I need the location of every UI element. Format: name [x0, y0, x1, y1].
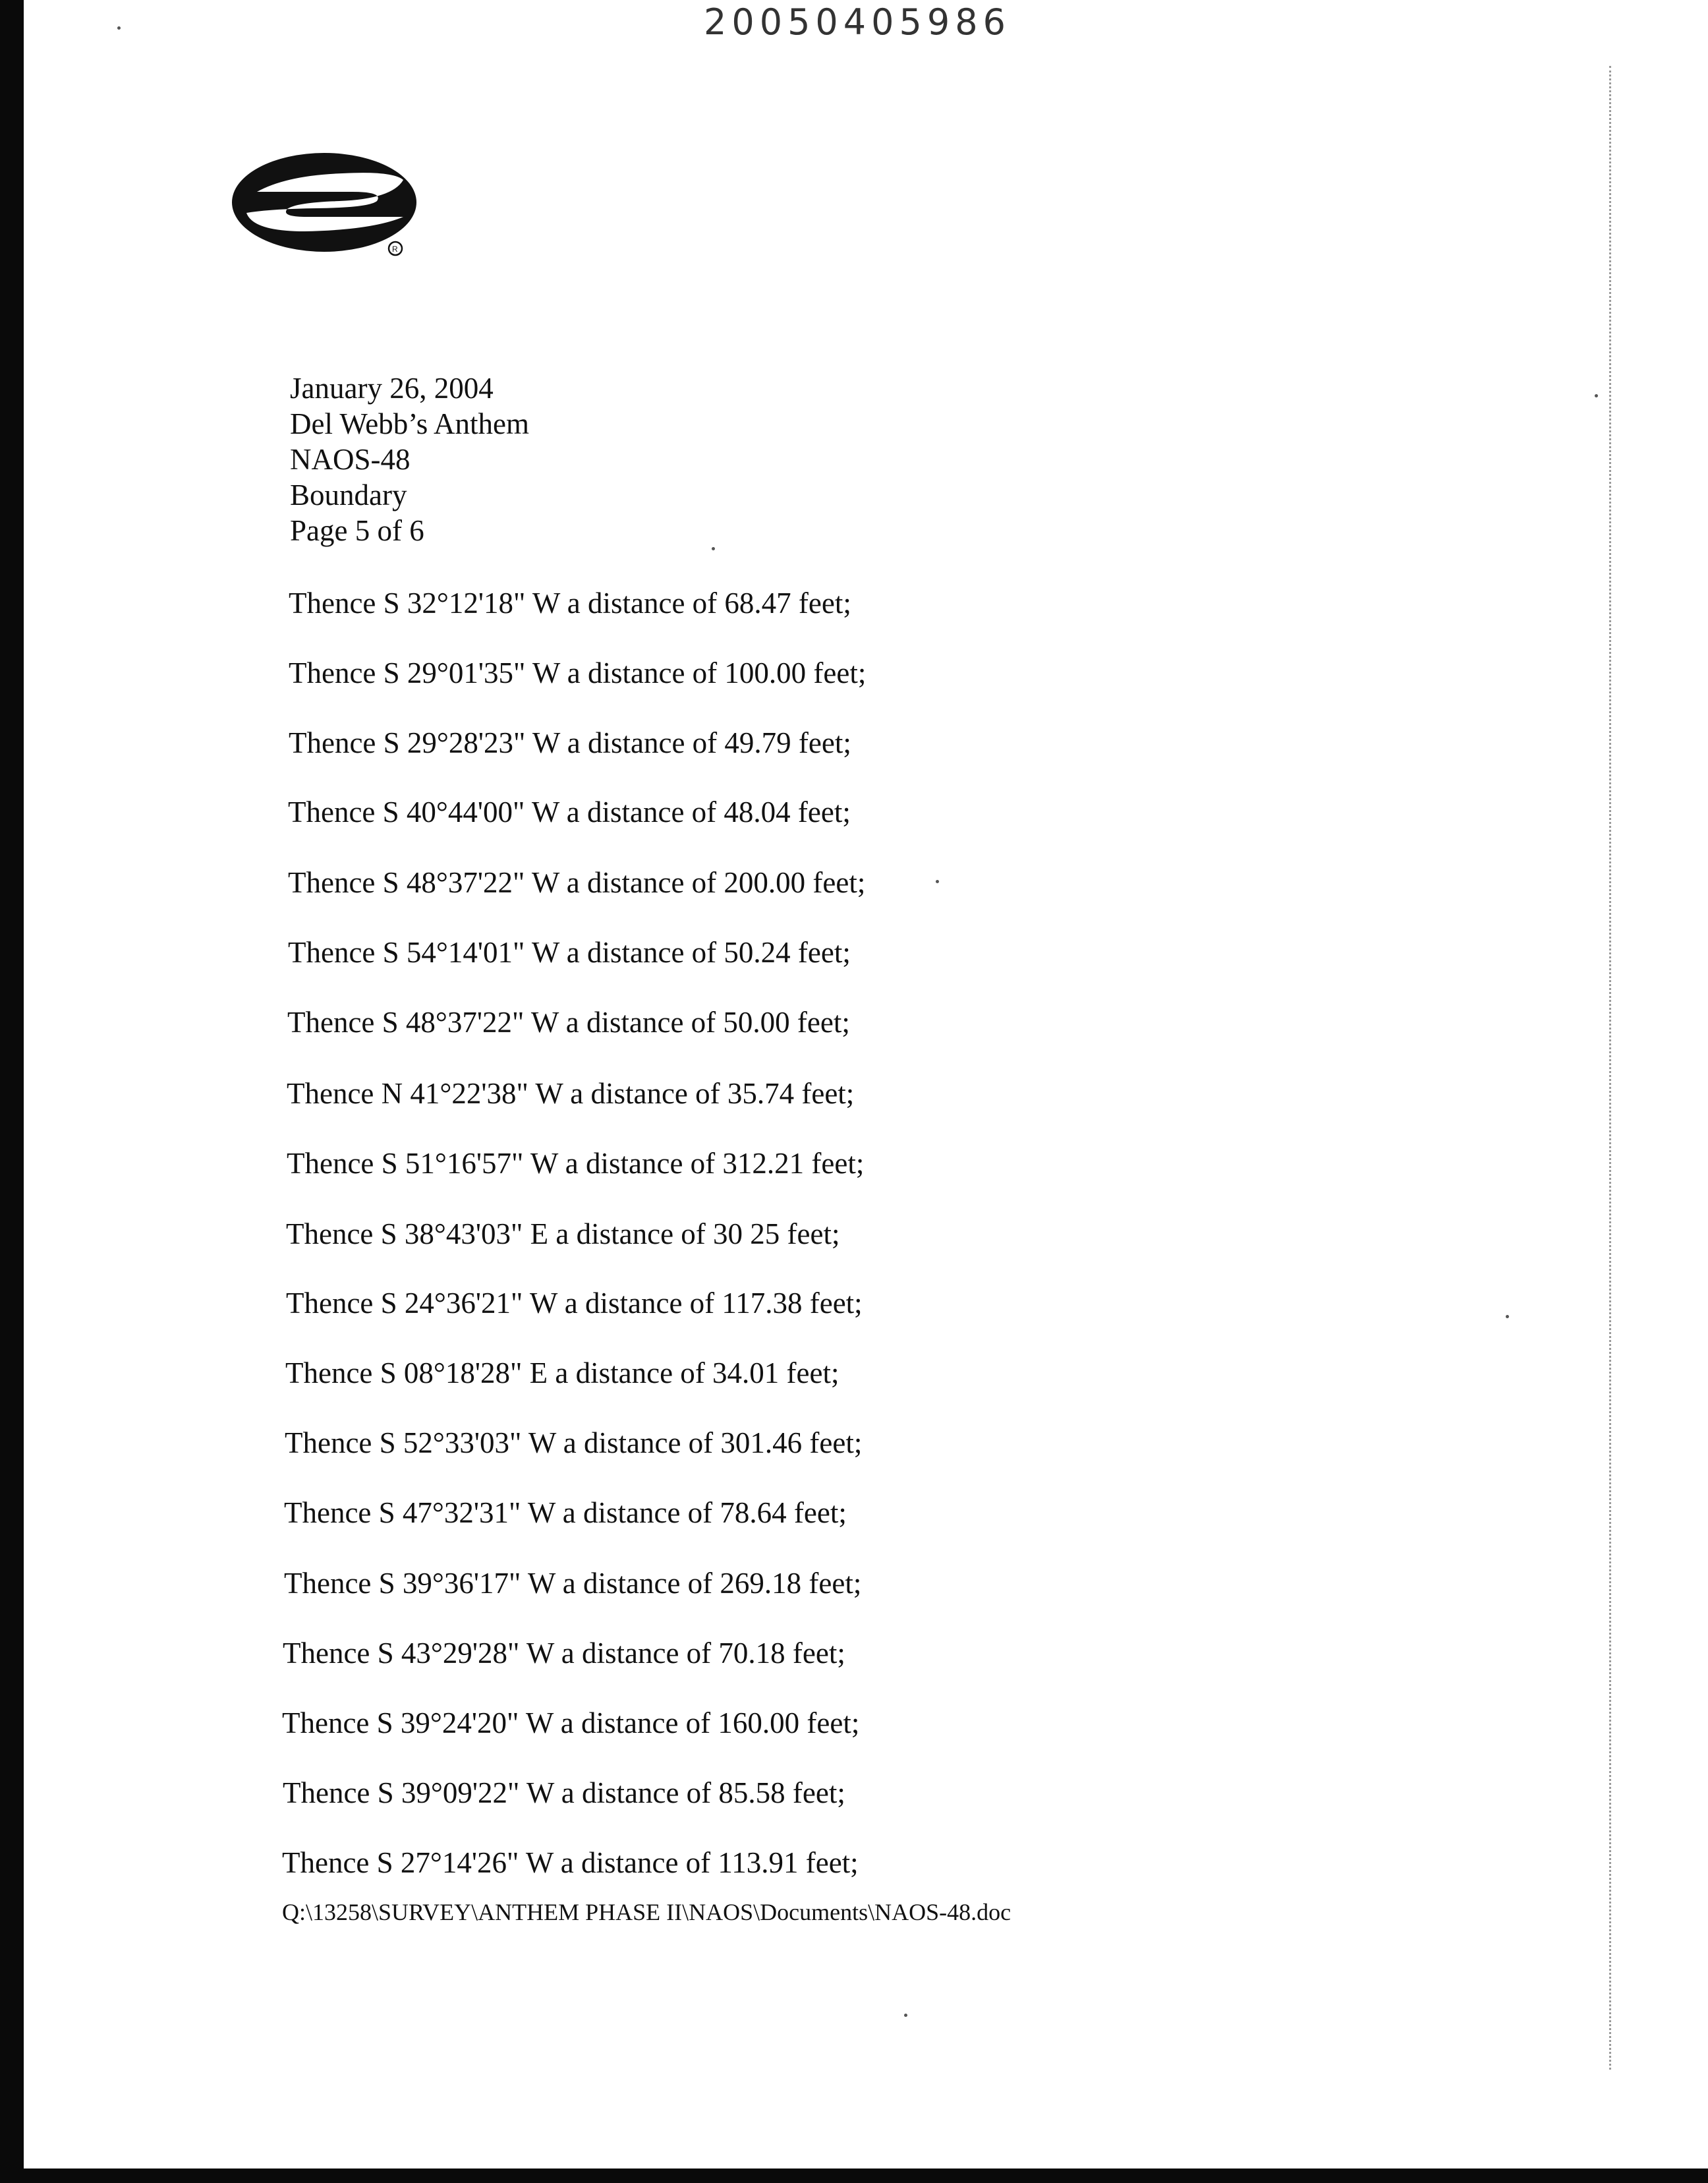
file-path-footer: Q:\13258\SURVEY\ANTHEM PHASE II\NAOS\Documents\NAOS-48.doc — [282, 1899, 1011, 1925]
bearing-line: Thence S 27°14'26" W a distance of 113.91 feet; — [282, 1846, 859, 1879]
bearing-line: Thence S 40°44'00" W a distance of 48.04 feet; — [288, 796, 851, 829]
scan-right-margin-artifact — [1609, 66, 1611, 2070]
bearing-line: Thence S 47°32'31" W a distance of 78.64 feet; — [284, 1496, 847, 1529]
scan-speck — [936, 880, 939, 883]
memo-date: January 26, 2004 — [290, 372, 494, 405]
bearing-line: Thence S 32°12'18" W a distance of 68.47 feet; — [289, 587, 851, 620]
bearing-line: Thence S 29°01'35" W a distance of 100.00 feet; — [289, 656, 867, 689]
bearing-line: Thence S 51°16'57" W a distance of 312.21 feet; — [287, 1147, 865, 1180]
bearing-line: Thence S 39°24'20" W a distance of 160.00 feet; — [282, 1706, 860, 1739]
scan-speck — [712, 547, 715, 550]
bearing-line: Thence S 24°36'21" W a distance of 117.38 feet; — [286, 1287, 863, 1320]
bearing-line: Thence S 52°33'03" W a distance of 301.46 feet; — [285, 1426, 863, 1459]
logo-graphic — [231, 148, 428, 260]
bearing-line: Thence S 39°09'22" W a distance of 85.58 feet; — [283, 1776, 845, 1809]
bearing-line: Thence S 48°37'22" W a distance of 200.00 feet; — [288, 866, 866, 899]
scan-speck — [117, 26, 121, 30]
bearing-line: Thence S 38°43'03" E a distance of 30 25 feet; — [286, 1217, 840, 1250]
scan-speck — [904, 2014, 907, 2017]
company-s-logo-icon — [231, 148, 428, 264]
scan-left-edge — [0, 0, 24, 2183]
project-name: Del Webb’s Anthem — [290, 407, 530, 440]
bearing-line: Thence S 39°36'17" W a distance of 269.18 feet; — [284, 1567, 862, 1600]
page-number: Page 5 of 6 — [290, 514, 424, 547]
bearing-line: Thence S 48°37'22" W a distance of 50.00 feet; — [287, 1006, 850, 1039]
bearing-line: Thence S 08°18'28" E a distance of 34.01 feet; — [285, 1356, 840, 1389]
document-number: 20050405986 — [704, 1, 1011, 43]
parcel-name: NAOS-48 — [290, 443, 411, 476]
memo-header — [290, 370, 529, 548]
svg-text:R: R — [392, 245, 398, 254]
scan-speck — [1595, 394, 1598, 397]
scan-speck — [1506, 1315, 1509, 1318]
bearing-line: Thence S 29°28'23" W a distance of 49.79 feet; — [289, 726, 851, 759]
scan-bottom-edge — [0, 2168, 1708, 2183]
bearing-line: Thence S 43°29'28" W a distance of 70.18 feet; — [283, 1637, 845, 1670]
document-subject: Boundary — [290, 479, 407, 511]
bearing-line: Thence N 41°22'38" W a distance of 35.74 feet; — [287, 1077, 855, 1110]
bearing-line: Thence S 54°14'01" W a distance of 50.24 feet; — [288, 936, 851, 969]
